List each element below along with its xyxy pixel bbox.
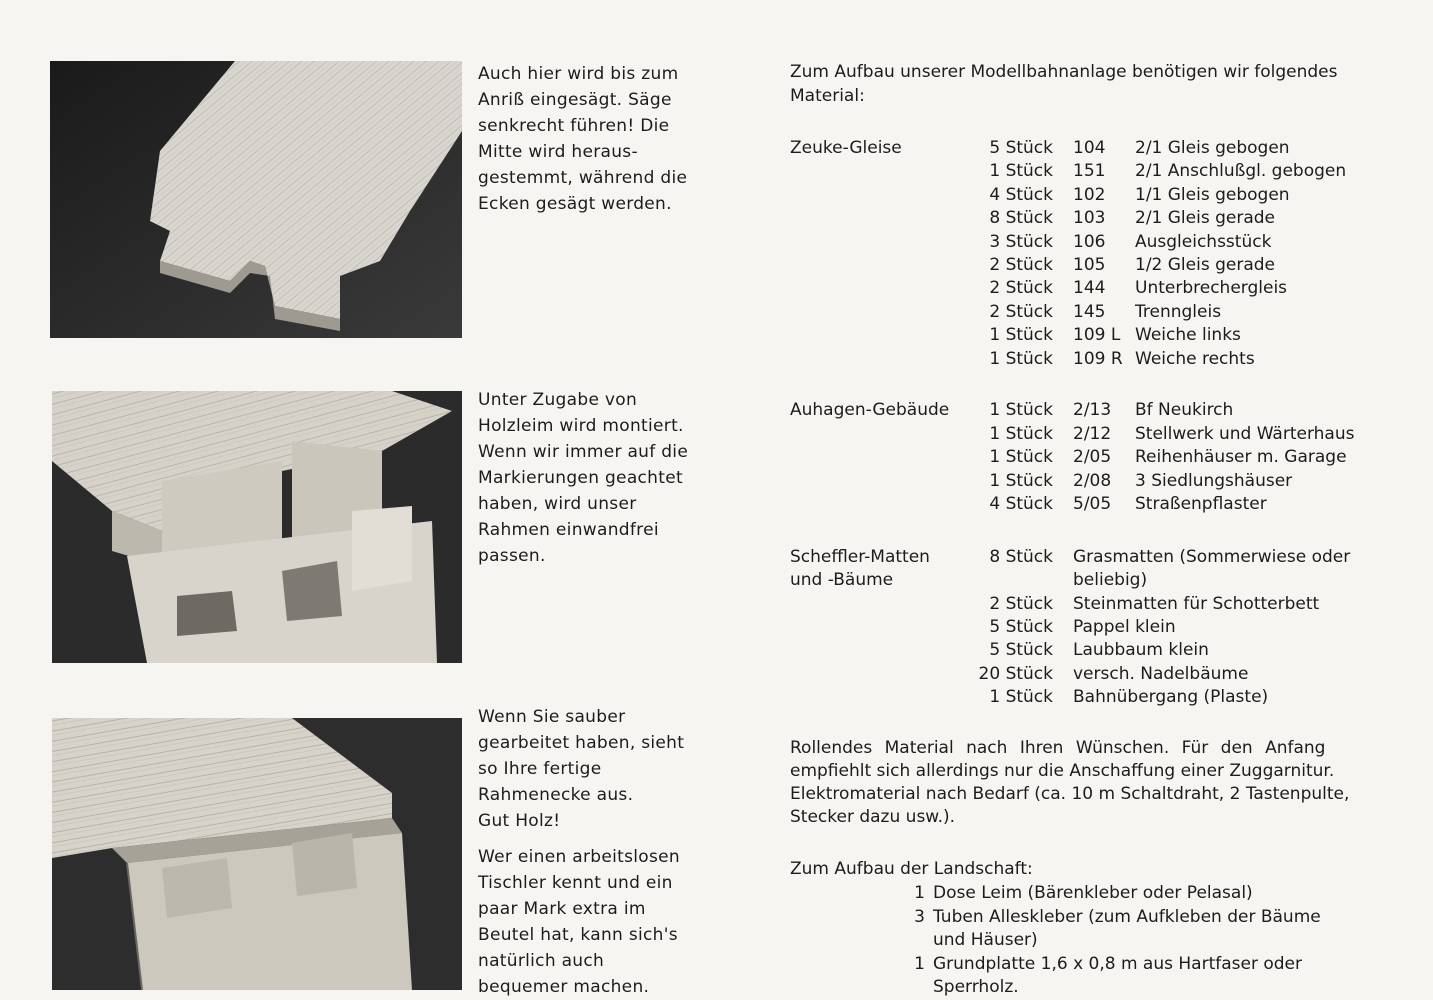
- item-article-number: 144: [1073, 278, 1106, 299]
- intro-line: Zum Aufbau unserer Modellbahnanlage benötigen wir folgendes: [790, 62, 1338, 82]
- rolling-stock-line: empfiehlt sich allerdings nur die Anschaffung einer Zuggarnitur.: [790, 761, 1335, 781]
- item-quantity: 2 Stück: [989, 278, 1053, 299]
- item-article-number: 106: [1073, 231, 1106, 252]
- caption-line: Beutel hat, kann sich's: [478, 925, 678, 945]
- item-description: Weiche links: [1135, 325, 1241, 346]
- item-quantity: 1 Stück: [989, 348, 1053, 369]
- item-quantity: 4 Stück: [989, 494, 1053, 514]
- item-quantity: 1 Stück: [989, 423, 1053, 444]
- caption-line: Wenn wir immer auf die: [478, 442, 689, 462]
- item-description: und Häuser): [933, 930, 1038, 950]
- caption-line: Tischler kennt und ein: [478, 873, 673, 893]
- item-article-number: 109 R: [1073, 348, 1123, 369]
- item-quantity: 5 Stück: [989, 616, 1053, 637]
- item-description: Unterbrechergleis: [1135, 278, 1288, 299]
- item-description: Ausgleichsstück: [1135, 231, 1272, 252]
- photo-assembly: [52, 391, 462, 663]
- caption-sawing: [478, 61, 698, 217]
- item-quantity: 3 Stück: [989, 231, 1053, 252]
- item-description: Bahnübergang (Plaste): [1073, 686, 1269, 707]
- caption-line: senkrecht führen! Die: [478, 116, 670, 136]
- item-quantity: 8 Stück: [989, 208, 1053, 229]
- caption-line: Anriß eingesägt. Säge: [478, 90, 672, 110]
- item-description: Stellwerk und Wärterhaus: [1135, 423, 1355, 444]
- item-description: Steinmatten für Schotterbett: [1073, 593, 1320, 614]
- item-description: Weiche rechts: [1135, 348, 1255, 369]
- caption-line: Wenn Sie sauber: [478, 707, 626, 727]
- item-description: Sperrholz.: [933, 977, 1019, 997]
- caption-line: Auch hier wird bis zum: [478, 64, 679, 84]
- item-article-number: 2/05: [1073, 447, 1112, 467]
- landscape-heading: Zum Aufbau der Landschaft:: [790, 859, 1033, 879]
- item-quantity: 1 Stück: [989, 161, 1053, 182]
- caption-line: Gut Holz!: [478, 811, 561, 831]
- item-quantity: 1 Stück: [989, 447, 1053, 467]
- item-description: Pappel klein: [1073, 616, 1176, 637]
- item-quantity: 1: [914, 953, 925, 974]
- item-description: Straßenpflaster: [1135, 494, 1267, 514]
- intro-line: Material:: [790, 86, 865, 106]
- rolling-stock-line: Stecker dazu usw.).: [790, 807, 956, 827]
- item-description: beliebig): [1073, 570, 1148, 591]
- item-article-number: 5/05: [1073, 494, 1112, 514]
- item-description: 1/2 Gleis gerade: [1135, 255, 1276, 275]
- caption-line: bequemer machen.: [478, 977, 650, 997]
- item-description: Grundplatte 1,6 x 0,8 m aus Hartfaser oder: [933, 953, 1302, 974]
- item-quantity: 3: [914, 906, 925, 927]
- item-quantity: 4 Stück: [989, 184, 1053, 205]
- caption-line: natürlich auch: [478, 951, 605, 971]
- section-label-auhagen: Auhagen-Gebäude: [790, 400, 950, 420]
- caption-line: Unter Zugabe von: [478, 390, 638, 410]
- item-article-number: 2/12: [1073, 423, 1112, 444]
- rolling-stock-line: Elektromaterial nach Bedarf (ca. 10 m Schaltdraht, 2 Tastenpulte,: [790, 784, 1350, 804]
- item-description: Trenngleis: [1135, 301, 1222, 322]
- item-quantity: 20 Stück: [978, 663, 1053, 684]
- item-quantity: 8 Stück: [989, 547, 1053, 567]
- caption-line: Mitte wird heraus-: [478, 142, 638, 162]
- item-description: Dose Leim (Bärenkleber oder Pelasal): [933, 883, 1253, 903]
- item-quantity: 2 Stück: [989, 301, 1053, 322]
- caption-line: gestemmt, während die: [478, 168, 688, 188]
- item-article-number: 151: [1073, 161, 1106, 182]
- item-quantity: 2 Stück: [989, 593, 1053, 614]
- item-quantity: 1: [914, 883, 925, 903]
- item-description: Laubbaum klein: [1073, 640, 1209, 661]
- item-quantity: 1 Stück: [989, 400, 1053, 420]
- item-description: 1/1 Gleis gebogen: [1135, 184, 1290, 205]
- item-quantity: 1 Stück: [989, 470, 1053, 491]
- item-article-number: 145: [1073, 301, 1106, 322]
- item-quantity: 5 Stück: [989, 138, 1053, 158]
- item-description: Reihenhäuser m. Garage: [1135, 447, 1347, 467]
- item-description: versch. Nadelbäume: [1073, 663, 1249, 684]
- caption-line: haben, wird unser: [478, 494, 637, 514]
- caption-line: Markierungen geachtet: [478, 468, 683, 488]
- item-article-number: 103: [1073, 208, 1106, 229]
- item-quantity: 2 Stück: [989, 255, 1053, 275]
- caption-carpenter: [478, 844, 698, 1000]
- item-description: Bf Neukirch: [1135, 400, 1234, 420]
- caption-line: Rahmenecke aus.: [478, 785, 634, 805]
- caption-line: paar Mark extra im: [478, 899, 646, 919]
- rolling-stock-line: Rollendes Material nach Ihren Wünschen. Für den Anfang: [790, 738, 1326, 758]
- item-article-number: 109 L: [1073, 325, 1121, 346]
- item-quantity: 1 Stück: [989, 325, 1053, 346]
- photo-sawing-notches: [50, 61, 462, 338]
- section-label-zeuke: Zeuke-Gleise: [790, 138, 902, 158]
- caption-line: Rahmen einwandfrei: [478, 520, 659, 540]
- item-article-number: 102: [1073, 184, 1106, 205]
- photo-finished-corner: [52, 718, 462, 990]
- item-description: 2/1 Gleis gebogen: [1135, 138, 1290, 158]
- section-label-scheffler: Scheffler-Matten: [790, 547, 930, 567]
- item-article-number: 104: [1073, 138, 1106, 158]
- caption-line: Ecken gesägt werden.: [478, 194, 672, 214]
- item-quantity: 5 Stück: [989, 640, 1053, 661]
- item-quantity: 1 Stück: [989, 686, 1053, 707]
- item-article-number: 2/08: [1073, 470, 1112, 491]
- caption-finished: [478, 704, 698, 834]
- item-description: 3 Siedlungshäuser: [1135, 470, 1293, 491]
- caption-assembly: [478, 387, 698, 569]
- item-article-number: 105: [1073, 255, 1106, 275]
- caption-line: Wer einen arbeitslosen: [478, 847, 680, 867]
- caption-line: passen.: [478, 546, 546, 566]
- item-description: Grasmatten (Sommerwiese oder: [1073, 547, 1351, 567]
- item-description: 2/1 Anschlußgl. gebogen: [1135, 161, 1347, 182]
- caption-line: so Ihre fertige: [478, 759, 602, 779]
- section-label-scheffler-2: und -Bäume: [790, 570, 894, 590]
- caption-line: gearbeitet haben, sieht: [478, 733, 685, 753]
- caption-line: Holzleim wird montiert.: [478, 416, 684, 436]
- item-description: 2/1 Gleis gerade: [1135, 208, 1276, 229]
- item-description: Tuben Alleskleber (zum Aufkleben der Bäume: [933, 906, 1321, 927]
- item-article-number: 2/13: [1073, 400, 1112, 420]
